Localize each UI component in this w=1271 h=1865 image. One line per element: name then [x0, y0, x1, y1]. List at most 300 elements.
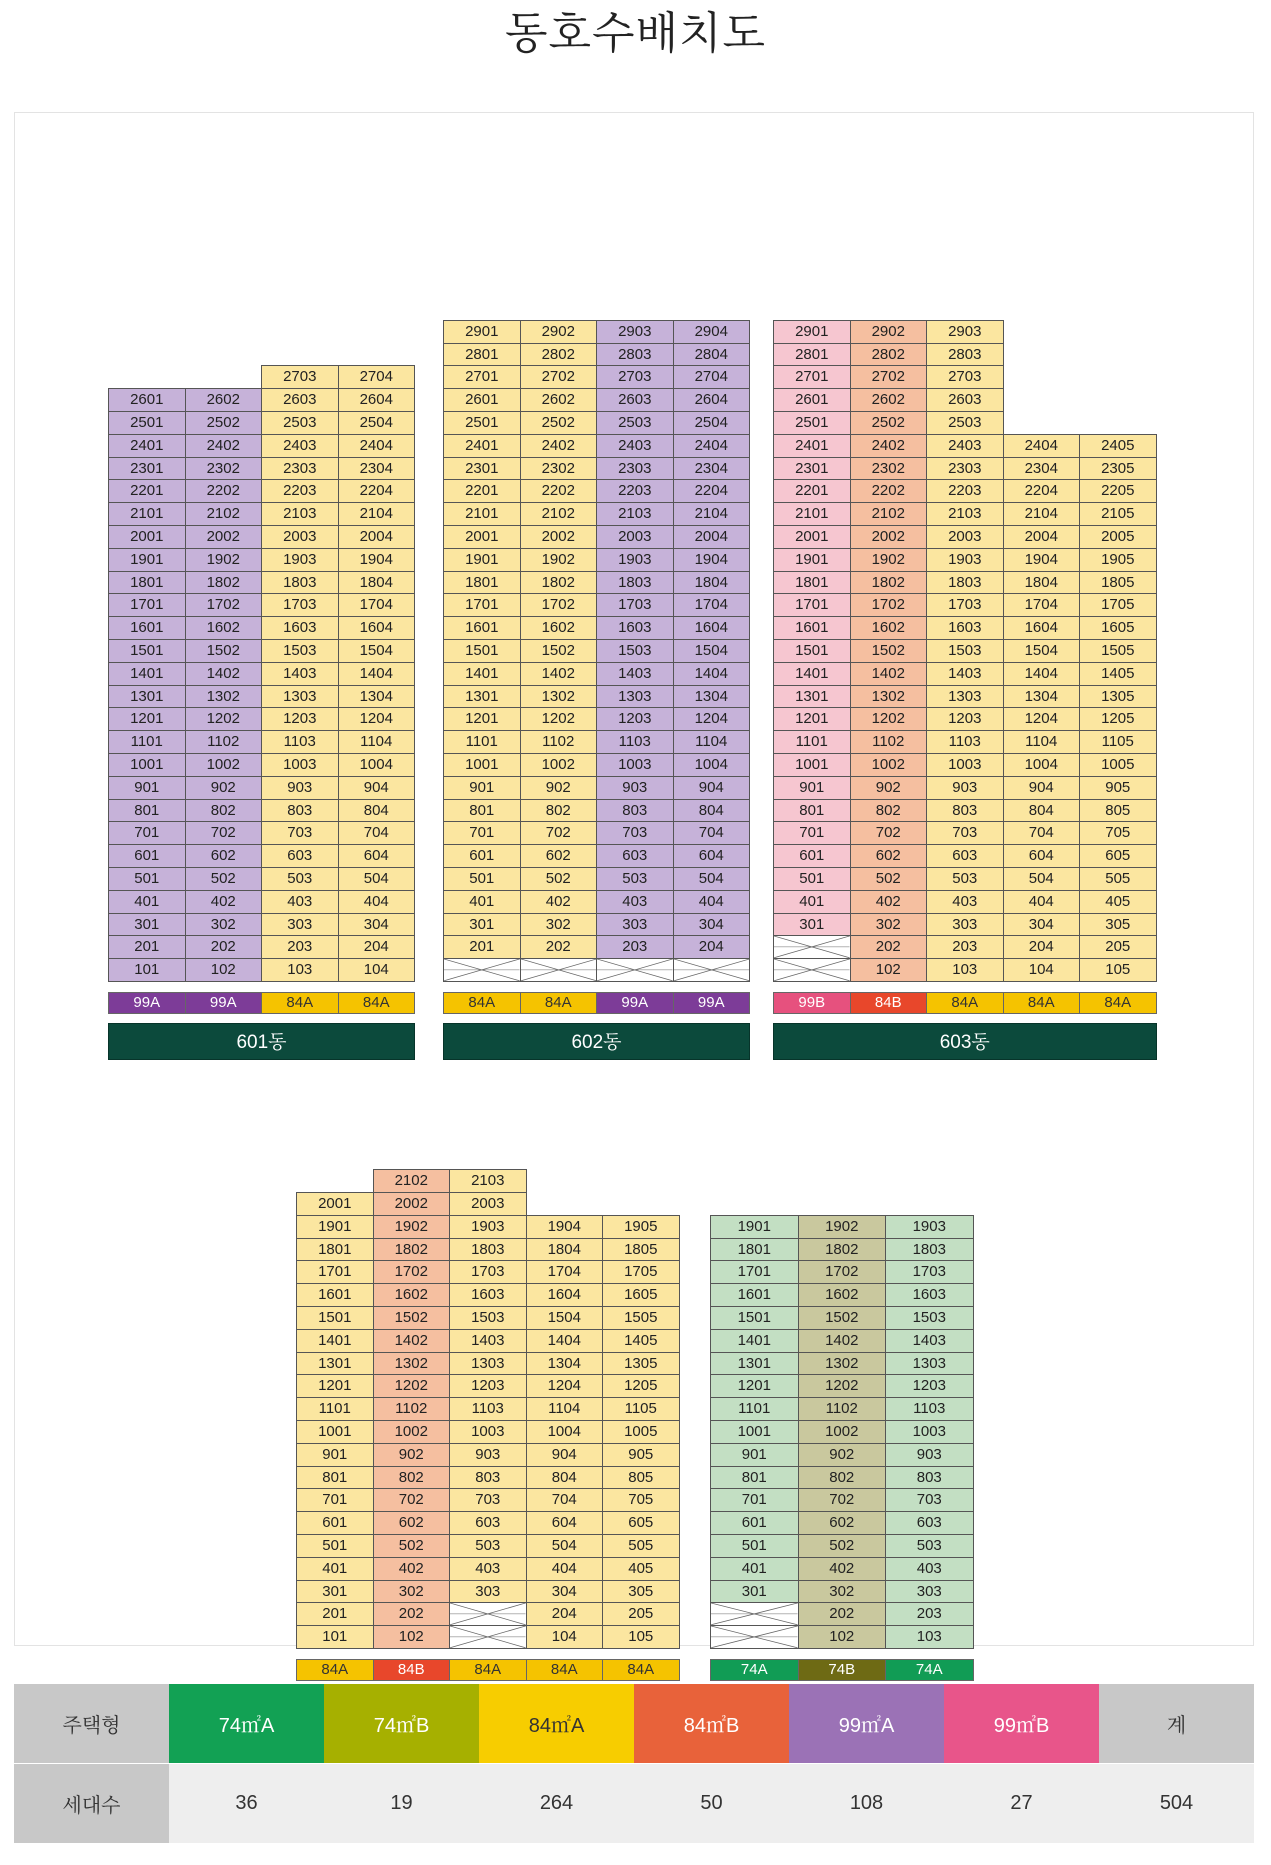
- unit-cell: 1304: [1003, 685, 1081, 709]
- unit-cell: 203: [261, 935, 339, 959]
- household-count-row: [14, 1764, 1254, 1844]
- unit-cell: 1704: [526, 1260, 604, 1284]
- unit-cell: 2301: [443, 457, 521, 481]
- unit-cell: 901: [710, 1443, 799, 1467]
- unit-cell: 2102: [373, 1169, 451, 1193]
- unit-cell: 1003: [449, 1420, 527, 1444]
- unit-cell: 304: [673, 913, 751, 937]
- unit-cell: 2603: [261, 388, 339, 412]
- unit-cell: 1505: [602, 1306, 680, 1330]
- unit-cell: 701: [773, 821, 851, 845]
- unit-cell: 1904: [673, 548, 751, 572]
- unit-cell: 703: [926, 821, 1004, 845]
- unit-cell: 801: [773, 799, 851, 823]
- unit-cell: 2102: [185, 502, 263, 526]
- unit-cell: 1302: [798, 1352, 887, 1376]
- unit-cell: 2002: [520, 525, 598, 549]
- unit-cell: 703: [261, 821, 339, 845]
- unit-cell: 1401: [296, 1329, 374, 1353]
- unit-cell: 1102: [520, 730, 598, 754]
- unit-cell: 2803: [926, 343, 1004, 367]
- unit-cell: 1204: [673, 707, 751, 731]
- unit-cell: 2804: [673, 343, 751, 367]
- unit-cell: 2404: [673, 434, 751, 458]
- unit-cell: 804: [526, 1466, 604, 1490]
- unit-cell: 1201: [443, 707, 521, 731]
- unit-cell: 2802: [520, 343, 598, 367]
- unit-type-74B: 74㎡B: [324, 1684, 479, 1764]
- unit-cell: 502: [373, 1534, 451, 1558]
- unit-cell: 805: [602, 1466, 680, 1490]
- unit-cell: 1605: [1079, 616, 1157, 640]
- unit-cell: 1404: [1003, 662, 1081, 686]
- unit-cell: 402: [798, 1557, 887, 1581]
- unit-cell: 302: [850, 913, 928, 937]
- unit-cell: 1601: [710, 1283, 799, 1307]
- unit-cell: 1303: [926, 685, 1004, 709]
- building-name-label: 601동: [108, 1023, 415, 1060]
- unit-cell: 1603: [885, 1283, 974, 1307]
- unit-cell: 2403: [596, 434, 674, 458]
- unit-cell: 1603: [926, 616, 1004, 640]
- unit-cell: 2603: [596, 388, 674, 412]
- unit-cell: 1401: [443, 662, 521, 686]
- unit-cell: 2304: [1003, 457, 1081, 481]
- unit-cell: 905: [602, 1443, 680, 1467]
- unit-cell: 2001: [773, 525, 851, 549]
- unit-cell: 2502: [850, 411, 928, 435]
- unit-cell: 405: [602, 1557, 680, 1581]
- unit-cell: 1302: [850, 685, 928, 709]
- unit-cell: 2402: [185, 434, 263, 458]
- unit-cell: 2101: [773, 502, 851, 526]
- unit-cell: 1602: [520, 616, 598, 640]
- unit-cell: 503: [926, 867, 1004, 891]
- unit-cell: 2501: [108, 411, 186, 435]
- unit-cell: 704: [526, 1488, 604, 1512]
- unit-cell: 201: [296, 1602, 374, 1626]
- unit-cell: 2203: [926, 479, 1004, 503]
- unit-cell: 2403: [261, 434, 339, 458]
- unit-cell: 301: [710, 1580, 799, 1604]
- unit-cell: 404: [526, 1557, 604, 1581]
- unit-cell: 2201: [108, 479, 186, 503]
- unit-cell: 1904: [1003, 548, 1081, 572]
- unit-cell: 1801: [296, 1238, 374, 1262]
- unit-cell: 2201: [773, 479, 851, 503]
- unit-cell: 801: [108, 799, 186, 823]
- unit-cell: 1301: [108, 685, 186, 709]
- unit-cell: 1901: [710, 1215, 799, 1239]
- unit-cell: 502: [520, 867, 598, 891]
- unit-cell: 805: [1079, 799, 1157, 823]
- unit-cell: 1002: [850, 753, 928, 777]
- unit-cell: 1801: [443, 571, 521, 595]
- unit-cell: 1703: [261, 593, 339, 617]
- unit-cell: 501: [773, 867, 851, 891]
- unit-cell: 203: [885, 1602, 974, 1626]
- unit-cell: 1305: [1079, 685, 1157, 709]
- unit-cell: 2101: [108, 502, 186, 526]
- unit-cell: 2502: [520, 411, 598, 435]
- unit-cell: 2202: [185, 479, 263, 503]
- empty-unit-cell: [520, 958, 598, 982]
- unit-cell: 202: [850, 935, 928, 959]
- unit-cell: 202: [185, 935, 263, 959]
- unit-cell: 2303: [926, 457, 1004, 481]
- unit-cell: 2104: [338, 502, 416, 526]
- unit-cell: 2604: [673, 388, 751, 412]
- unit-cell: 603: [596, 844, 674, 868]
- unit-cell: 905: [1079, 776, 1157, 800]
- unit-cell: 2002: [850, 525, 928, 549]
- unit-cell: 1802: [520, 571, 598, 595]
- unit-cell: 2703: [926, 365, 1004, 389]
- unit-cell: 1401: [108, 662, 186, 686]
- unit-cell: 1303: [596, 685, 674, 709]
- unit-cell: 2701: [443, 365, 521, 389]
- unit-cell: 2001: [296, 1192, 374, 1216]
- unit-cell: 1601: [108, 616, 186, 640]
- unit-cell: 505: [1079, 867, 1157, 891]
- empty-unit-cell: [773, 935, 851, 959]
- unit-cell: 2702: [850, 365, 928, 389]
- unit-cell: 102: [185, 958, 263, 982]
- unit-cell: 1103: [449, 1397, 527, 1421]
- unit-cell: 1003: [596, 753, 674, 777]
- unit-cell: 1603: [449, 1283, 527, 1307]
- unit-cell: 1104: [673, 730, 751, 754]
- unit-cell: 504: [1003, 867, 1081, 891]
- unit-cell: 2204: [338, 479, 416, 503]
- unit-cell: 702: [798, 1488, 887, 1512]
- unit-cell: 1103: [596, 730, 674, 754]
- unit-cell: 2402: [850, 434, 928, 458]
- unit-cell: 603: [449, 1511, 527, 1535]
- unit-cell: 2801: [773, 343, 851, 367]
- unit-cell: 703: [449, 1488, 527, 1512]
- unit-cell: 1704: [1003, 593, 1081, 617]
- unit-cell: 1302: [185, 685, 263, 709]
- unit-cell: 2105: [1079, 502, 1157, 526]
- unit-cell: 2104: [673, 502, 751, 526]
- unit-cell: 1704: [673, 593, 751, 617]
- unit-cell: 901: [108, 776, 186, 800]
- unit-cell: 1201: [296, 1374, 374, 1398]
- unit-cell: 1801: [710, 1238, 799, 1262]
- unit-cell: 602: [520, 844, 598, 868]
- unit-cell: 605: [1079, 844, 1157, 868]
- unit-cell: 503: [261, 867, 339, 891]
- unit-cell: 1701: [710, 1260, 799, 1284]
- unit-cell: 2503: [596, 411, 674, 435]
- unit-cell: 1404: [673, 662, 751, 686]
- unit-cell: 1201: [108, 707, 186, 731]
- unit-cell: 1602: [185, 616, 263, 640]
- unit-cell: 2301: [773, 457, 851, 481]
- unit-cell: 1705: [1079, 593, 1157, 617]
- unit-cell: 1703: [596, 593, 674, 617]
- unit-type-tag: 99A: [673, 992, 751, 1014]
- unit-cell: 202: [373, 1602, 451, 1626]
- unit-cell: 304: [526, 1580, 604, 1604]
- unit-cell: 804: [673, 799, 751, 823]
- unit-type-tag: 84A: [1079, 992, 1157, 1014]
- unit-cell: 101: [108, 958, 186, 982]
- unit-cell: 902: [185, 776, 263, 800]
- unit-cell: 2201: [443, 479, 521, 503]
- unit-type-tag: 84A: [520, 992, 598, 1014]
- unit-cell: 1204: [526, 1374, 604, 1398]
- unit-cell: 1703: [449, 1260, 527, 1284]
- unit-cell: 1905: [1079, 548, 1157, 572]
- unit-cell: 1605: [602, 1283, 680, 1307]
- unit-cell: 402: [850, 890, 928, 914]
- unit-cell: 1402: [520, 662, 598, 686]
- unit-type-99B: 99㎡B: [944, 1684, 1099, 1764]
- unit-type-header: 주택형: [14, 1684, 169, 1764]
- unit-cell: 102: [373, 1625, 451, 1649]
- unit-cell: 1001: [443, 753, 521, 777]
- unit-cell: 301: [108, 913, 186, 937]
- unit-cell: 1604: [673, 616, 751, 640]
- unit-cell: 301: [773, 913, 851, 937]
- unit-cell: 2001: [108, 525, 186, 549]
- unit-cell: 1001: [296, 1420, 374, 1444]
- unit-cell: 202: [520, 935, 598, 959]
- unit-cell: 303: [926, 913, 1004, 937]
- empty-unit-cell: [449, 1625, 527, 1649]
- unit-cell: 1504: [338, 639, 416, 663]
- unit-cell: 101: [296, 1625, 374, 1649]
- count-74B: 19: [324, 1764, 479, 1844]
- unit-cell: 202: [798, 1602, 887, 1626]
- unit-cell: 402: [373, 1557, 451, 1581]
- unit-cell: 804: [338, 799, 416, 823]
- unit-cell: 502: [798, 1534, 887, 1558]
- unit-cell: 403: [926, 890, 1004, 914]
- unit-type-tag: 84A: [602, 1659, 680, 1681]
- unit-cell: 701: [296, 1488, 374, 1512]
- unit-cell: 2202: [520, 479, 598, 503]
- unit-cell: 1702: [798, 1260, 887, 1284]
- unit-cell: 2205: [1079, 479, 1157, 503]
- unit-cell: 302: [798, 1580, 887, 1604]
- unit-cell: 902: [850, 776, 928, 800]
- unit-cell: 2102: [520, 502, 598, 526]
- empty-unit-cell: [443, 958, 521, 982]
- unit-cell: 1002: [798, 1420, 887, 1444]
- unit-cell: 903: [261, 776, 339, 800]
- unit-cell: 1901: [296, 1215, 374, 1239]
- unit-cell: 1701: [773, 593, 851, 617]
- unit-cell: 1403: [926, 662, 1004, 686]
- unit-type-row: [14, 1684, 1254, 1764]
- unit-cell: 503: [596, 867, 674, 891]
- unit-cell: 2601: [773, 388, 851, 412]
- unit-cell: 2103: [261, 502, 339, 526]
- unit-cell: 2504: [673, 411, 751, 435]
- unit-cell: 102: [798, 1625, 887, 1649]
- unit-cell: 502: [850, 867, 928, 891]
- unit-cell: 302: [373, 1580, 451, 1604]
- unit-cell: 401: [710, 1557, 799, 1581]
- unit-cell: 1105: [1079, 730, 1157, 754]
- unit-cell: 2501: [773, 411, 851, 435]
- unit-cell: 1503: [449, 1306, 527, 1330]
- unit-cell: 2003: [261, 525, 339, 549]
- unit-cell: 2102: [850, 502, 928, 526]
- unit-cell: 2001: [443, 525, 521, 549]
- unit-cell: 602: [850, 844, 928, 868]
- unit-cell: 703: [885, 1488, 974, 1512]
- unit-cell: 1502: [520, 639, 598, 663]
- unit-cell: 303: [449, 1580, 527, 1604]
- unit-cell: 1305: [602, 1352, 680, 1376]
- unit-cell: 2904: [673, 320, 751, 344]
- unit-cell: 1102: [373, 1397, 451, 1421]
- unit-cell: 1604: [526, 1283, 604, 1307]
- unit-cell: 1805: [602, 1238, 680, 1262]
- unit-cell: 1903: [261, 548, 339, 572]
- unit-cell: 1005: [602, 1420, 680, 1444]
- unit-cell: 505: [602, 1534, 680, 1558]
- unit-type-tag: 84A: [449, 1659, 527, 1681]
- unit-cell: 303: [261, 913, 339, 937]
- unit-cell: 904: [673, 776, 751, 800]
- unit-cell: 1801: [773, 571, 851, 595]
- unit-cell: 802: [373, 1466, 451, 1490]
- unit-cell: 1702: [185, 593, 263, 617]
- unit-cell: 1602: [798, 1283, 887, 1307]
- unit-type-84A: 84㎡A: [479, 1684, 634, 1764]
- unit-cell: 1205: [602, 1374, 680, 1398]
- unit-type-tag: 84B: [850, 992, 928, 1014]
- unit-cell: 404: [1003, 890, 1081, 914]
- unit-cell: 1902: [185, 548, 263, 572]
- unit-cell: 401: [773, 890, 851, 914]
- unit-cell: 1201: [773, 707, 851, 731]
- unit-cell: 501: [710, 1534, 799, 1558]
- unit-cell: 604: [338, 844, 416, 868]
- unit-cell: 501: [443, 867, 521, 891]
- unit-cell: 704: [1003, 821, 1081, 845]
- unit-cell: 504: [338, 867, 416, 891]
- unit-cell: 1105: [602, 1397, 680, 1421]
- unit-cell: 2302: [520, 457, 598, 481]
- unit-cell: 503: [885, 1534, 974, 1558]
- unit-type-tag: 84A: [1003, 992, 1081, 1014]
- unit-cell: 1604: [338, 616, 416, 640]
- unit-cell: 1501: [296, 1306, 374, 1330]
- unit-cell: 602: [185, 844, 263, 868]
- unit-cell: 2002: [373, 1192, 451, 1216]
- unit-cell: 204: [526, 1602, 604, 1626]
- unit-cell: 1302: [520, 685, 598, 709]
- unit-cell: 1103: [885, 1397, 974, 1421]
- unit-cell: 2202: [850, 479, 928, 503]
- unit-cell: 1804: [673, 571, 751, 595]
- total-header: 계: [1099, 1684, 1254, 1764]
- unit-cell: 2903: [926, 320, 1004, 344]
- unit-cell: 603: [926, 844, 1004, 868]
- unit-cell: 203: [596, 935, 674, 959]
- unit-cell: 601: [296, 1511, 374, 1535]
- unit-cell: 1004: [338, 753, 416, 777]
- unit-cell: 2204: [1003, 479, 1081, 503]
- unit-cell: 201: [443, 935, 521, 959]
- unit-cell: 801: [296, 1466, 374, 1490]
- unit-cell: 901: [443, 776, 521, 800]
- unit-cell: 103: [885, 1625, 974, 1649]
- unit-cell: 2302: [185, 457, 263, 481]
- unit-cell: 703: [596, 821, 674, 845]
- unit-cell: 305: [1079, 913, 1157, 937]
- unit-cell: 1403: [261, 662, 339, 686]
- unit-cell: 2903: [596, 320, 674, 344]
- unit-cell: 1701: [296, 1260, 374, 1284]
- unit-cell: 303: [885, 1580, 974, 1604]
- unit-cell: 1402: [373, 1329, 451, 1353]
- unit-cell: 2503: [926, 411, 1004, 435]
- unit-cell: 1403: [449, 1329, 527, 1353]
- unit-cell: 705: [1079, 821, 1157, 845]
- unit-cell: 1601: [296, 1283, 374, 1307]
- unit-cell: 1505: [1079, 639, 1157, 663]
- unit-cell: 1203: [926, 707, 1004, 731]
- unit-cell: 1405: [1079, 662, 1157, 686]
- unit-cell: 1502: [373, 1306, 451, 1330]
- unit-cell: 1903: [449, 1215, 527, 1239]
- count-99B: 27: [944, 1764, 1099, 1844]
- unit-cell: 2303: [596, 457, 674, 481]
- unit-cell: 1104: [1003, 730, 1081, 754]
- building-name-label: 603동: [773, 1023, 1157, 1060]
- unit-cell: 2003: [926, 525, 1004, 549]
- unit-cell: 1101: [108, 730, 186, 754]
- unit-cell: 304: [338, 913, 416, 937]
- unit-cell: 803: [885, 1466, 974, 1490]
- unit-cell: 1404: [338, 662, 416, 686]
- unit-cell: 102: [850, 958, 928, 982]
- unit-cell: 1902: [798, 1215, 887, 1239]
- unit-cell: 1403: [885, 1329, 974, 1353]
- unit-cell: 1402: [798, 1329, 887, 1353]
- unit-cell: 1201: [710, 1374, 799, 1398]
- unit-cell: 2601: [443, 388, 521, 412]
- unit-cell: 1601: [443, 616, 521, 640]
- unit-cell: 802: [185, 799, 263, 823]
- unit-cell: 1504: [1003, 639, 1081, 663]
- unit-cell: 2604: [338, 388, 416, 412]
- unit-cell: 602: [798, 1511, 887, 1535]
- unit-cell: 1501: [773, 639, 851, 663]
- unit-cell: 2602: [185, 388, 263, 412]
- unit-type-tag: 74B: [798, 1659, 887, 1681]
- unit-cell: 701: [108, 821, 186, 845]
- unit-cell: 1101: [773, 730, 851, 754]
- unit-cell: 1002: [373, 1420, 451, 1444]
- unit-cell: 904: [526, 1443, 604, 1467]
- unit-cell: 902: [373, 1443, 451, 1467]
- unit-type-tag: 84A: [443, 992, 521, 1014]
- unit-cell: 403: [885, 1557, 974, 1581]
- unit-cell: 401: [108, 890, 186, 914]
- unit-cell: 901: [296, 1443, 374, 1467]
- unit-cell: 501: [296, 1534, 374, 1558]
- unit-layout-diagram: [14, 112, 1254, 1678]
- unit-cell: 204: [673, 935, 751, 959]
